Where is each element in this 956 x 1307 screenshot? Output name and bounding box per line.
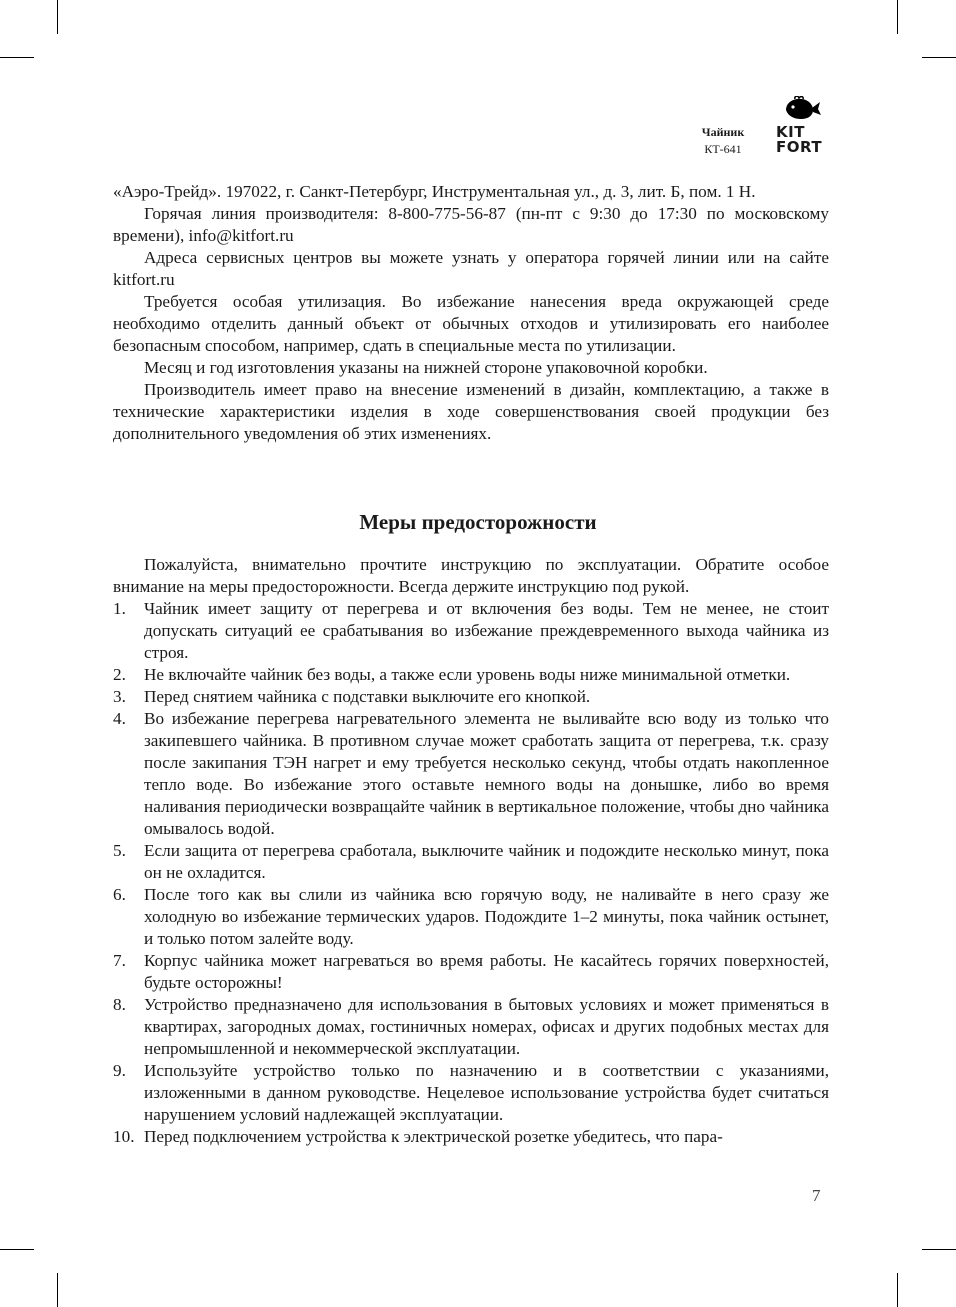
logo-line-1: KIT [776,123,805,141]
precautions-intro: Пожалуйста, внимательно прочтите инструкцию по эксплуатации. Обратите особое внимание на меры предосторожности. Всегда держите инструкцию под рукой. [113,555,829,596]
list-item [113,840,829,884]
list-item [113,686,829,708]
crop-mark [57,1273,58,1307]
address-paragraph: «Аэро-Трейд». 197022, г. Санкт-Петербург, Инструментальная ул., д. 3, лит. Б, пом. 1 Н. [113,182,756,201]
hotline-paragraph: Горячая линия производителя: 8-800-775-56-87 (пн-пт с 9:30 до 17:30 по московскому времени), info@kitfort.ru [113,204,829,245]
disposal-paragraph: Требуется особая утилизация. Во избежание нанесения вреда окружающей среде необходимо отделить данный объект от обычных отходов и утилизировать его наиболее безопасным способом, например, сдать в специальные места по утилизации. [113,292,829,355]
item-number: 1. [113,599,126,618]
service-centers-paragraph: Адреса сервисных центров вы можете узнать у оператора горячей линии или на сайте kitfort.ru [113,248,829,289]
item-text: Во избежание перегрева нагревательного элемента не выливайте всю воду из только что закипевшего чайника. В противном случае может сработать защита от перегрева, т.к. сразу после закипания ТЭН нагрет и ему требуется несколько секунд, чтобы отдать накопленное тепло воде. Во избежание этого оставьте немного воды на донышке, либо во время наливания периодически возвращайте чайник в вертикальное положение, чтобы дно чайника омывалось водой. [144,709,829,838]
changes-paragraph: Производитель имеет право на внесение изменений в дизайн, комплектацию, а также в технические характеристики изделия в ходе совершенствования своей продукции без дополнительного уведомления об этих изменениях. [113,380,829,443]
item-number: 9. [113,1061,126,1080]
kitfort-logo [776,96,836,155]
item-number: 3. [113,687,126,706]
item-number: 2. [113,665,126,684]
item-text: Чайник имеет защиту от перегрева и от включения без воды. Тем не менее, не стоит допускать ситуаций ее срабатывания во избежание преждевременного выхода чайника из строя. [144,599,829,662]
crop-mark [922,57,956,58]
page-number: 7 [812,1186,821,1205]
item-text: Если защита от перегрева сработала, выключите чайник и подождите несколько минут, пока он не охладится. [144,841,829,882]
precautions-section [113,554,829,1148]
list-item [113,1126,829,1148]
section-title: Меры предосторожности [359,510,597,534]
item-number: 10. [113,1127,135,1146]
product-name: Чайник [701,125,745,139]
item-number: 5. [113,841,126,860]
crop-mark [0,57,34,58]
manufacture-date-paragraph: Месяц и год изготовления указаны на нижней стороне упаковочной коробки. [144,358,708,377]
list-item [113,884,829,950]
list-item [113,950,829,994]
item-text: Корпус чайника может нагреваться во время работы. Не касайтесь горячих поверхностей, будьте осторожны! [144,951,829,992]
crop-mark [897,0,898,34]
item-number: 4. [113,709,126,728]
whale-logo-icon [782,96,822,122]
item-number: 8. [113,995,126,1014]
crop-mark [897,1273,898,1307]
list-item [113,1060,829,1126]
item-text: Используйте устройство только по назначению и в соответствии с указаниями, изложенными в данном руководстве. Нецелевое использование устройства будет считаться нарушением условий надлежащей эксплуатации. [144,1061,829,1124]
item-number: 7. [113,951,126,970]
item-text: Не включайте чайник без воды, а также если уровень воды ниже минимальной отметки. [144,665,791,684]
header-product [690,124,756,158]
item-number: 6. [113,885,126,904]
item-text: Перед снятием чайника с подставки выключите его кнопкой. [144,687,591,706]
crop-mark [922,1249,956,1250]
crop-mark [0,1249,34,1250]
item-text: Устройство предназначено для использования в бытовых условиях и может применяться в квартирах, загородных домах, гостиничных номерах, офисах и других подобных местах для непромышленной и некоммерческой эксплуатации. [144,995,829,1058]
product-model: КТ-641 [704,142,742,156]
crop-mark [57,0,58,34]
item-text: После того как вы слили из чайника всю горячую воду, не наливайте в него сразу же холодную во избежание термических ударов. Подождите 1–2 минуты, пока чайник остынет, и только потом залейте воду. [144,885,829,948]
logo-line-2: FORT [776,138,823,156]
item-text: Перед подключением устройства к электрической розетке убедитесь, что пара- [144,1127,723,1146]
intro-section [113,181,829,445]
list-item [113,598,829,664]
list-item [113,664,829,686]
list-item [113,994,829,1060]
list-item [113,708,829,840]
precautions-list [113,598,829,1148]
